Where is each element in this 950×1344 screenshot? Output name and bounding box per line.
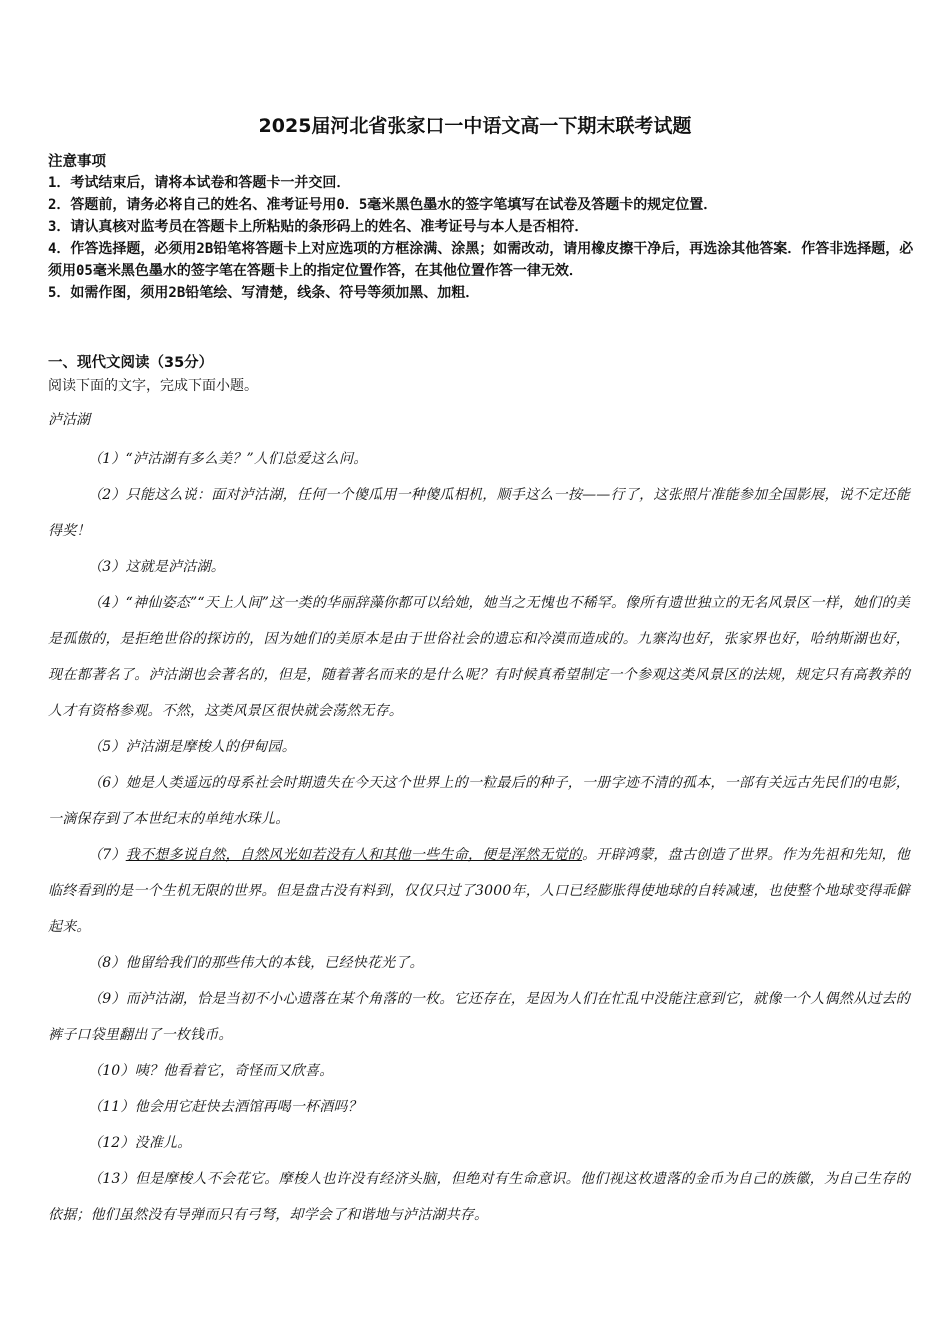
notice-item: 4．作答选择题，必须用2B铅笔将答题卡上对应选项的方框涂满、涂黑；如需改动，请用橡皮擦干净后，再选涂其他答案．作答非选择题，必须用05毫米黑色墨水的签字笔在答题卡上的指定位置作答，在其他位置作答一律无效． bbox=[48, 241, 914, 279]
paragraph: （13）但是摩梭人不会花它。摩梭人也许没有经济头脑，但绝对有生命意识。他们视这枚遗落的金币为自己的族徽，为自己生存的依据；他们虽然没有导弹而只有弓弩，却学会了和谐地与泸沽湖共存。 bbox=[48, 1171, 910, 1223]
paragraph: （8）他留给我们的那些伟大的本钱，已经快花光了。 bbox=[88, 955, 424, 971]
paragraph bbox=[48, 837, 910, 945]
underlined-sentence: 我不想多说自然，自然风光如若没有人和其他一些生命，便是浑然无觉的 bbox=[125, 847, 583, 863]
section-heading: 一、现代文阅读（35分） bbox=[48, 355, 214, 371]
notice-item: 3．请认真核对监考员在答题卡上所粘贴的条形码上的姓名、准考证号与本人是否相符． bbox=[48, 219, 589, 235]
paragraph: （5）泸沽湖是摩梭人的伊甸园。 bbox=[88, 739, 296, 755]
paragraph: （2）只能这么说：面对泸沽湖，任何一个傻瓜用一种傻瓜相机，顺手这么一按——行了，这张照片准能参加全国影展，说不定还能得奖！ bbox=[48, 487, 910, 539]
paragraph: （3）这就是泸沽湖。 bbox=[88, 559, 225, 575]
paragraph: （9）而泸沽湖，恰是当初不小心遗落在某个角落的一枚。它还存在，是因为人们在忙乱中没能注意到它，就像一个人偶然从过去的裤子口袋里翻出了一枚钱币。 bbox=[48, 991, 910, 1043]
reading-instruction: 阅读下面的文字，完成下面小题。 bbox=[48, 378, 258, 394]
paragraph-number: （7） bbox=[88, 847, 126, 863]
paragraph: （10）咦？他看着它，奇怪而又欣喜。 bbox=[88, 1063, 334, 1079]
passage-body bbox=[48, 441, 910, 1233]
notice-item: 5．如需作图，须用2B铅笔绘、写清楚，线条、符号等须加黑、加粗． bbox=[48, 285, 480, 301]
passage-title: 泸沽湖 bbox=[48, 412, 90, 428]
paragraph: （11）他会用它赶快去酒馆再喝一杯酒吗？ bbox=[88, 1099, 362, 1115]
exam-title: 2025届河北省张家口一中语文高一下期末联考试题 bbox=[258, 115, 692, 137]
notice-block bbox=[48, 152, 918, 304]
paragraph: （6）她是人类遥远的母系社会时期遗失在今天这个世界上的一粒最后的种子，一册字迹不清的孤本，一部有关远古先民们的电影，一滴保存到了本世纪末的单纯水珠儿。 bbox=[48, 775, 910, 827]
notice-item: 1．考试结束后，请将本试卷和答题卡一并交回． bbox=[48, 175, 351, 191]
notice-item: 2．答题前，请务必将自己的姓名、准考证号用0．5毫米黑色墨水的签字笔填写在试卷及答题卡的规定位置． bbox=[48, 197, 718, 213]
notice-heading: 注意事项 bbox=[48, 154, 106, 170]
paragraph: （1）“泸沽湖有多么美？”人们总爱这么问。 bbox=[88, 451, 368, 467]
paragraph: （4）“神仙姿态”“天上人间”这一类的华丽辞藻你都可以给她，她当之无愧也不稀罕。像所有遗世独立的无名风景区一样，她们的美是孤傲的，是拒绝世俗的探访的，因为她们的美原本是由于世俗社会的遗忘和冷漠而造成的。九寨沟也好，张家界也好，哈纳斯湖也好，现在都著名了。泸沽湖也会著名的，但是，随着著名而来的是什么呢？有时候真希望制定一个参观这类风景区的法规，规定只有高教养的人才有资格参观。不然，这类风景区很快就会荡然无存。 bbox=[48, 595, 910, 719]
paragraph: （12）没准儿。 bbox=[88, 1135, 192, 1151]
paragraph-text: 。开辟鸿蒙，盘古创造了世界。作为先祖和先知，他临终看到的是一个生机无限的世界。但是盘古没有料到，仅仅只过了3000年，人口已经膨胀得使地球的自转减速，也使整个地球变得乖僻起来。 bbox=[48, 847, 910, 935]
